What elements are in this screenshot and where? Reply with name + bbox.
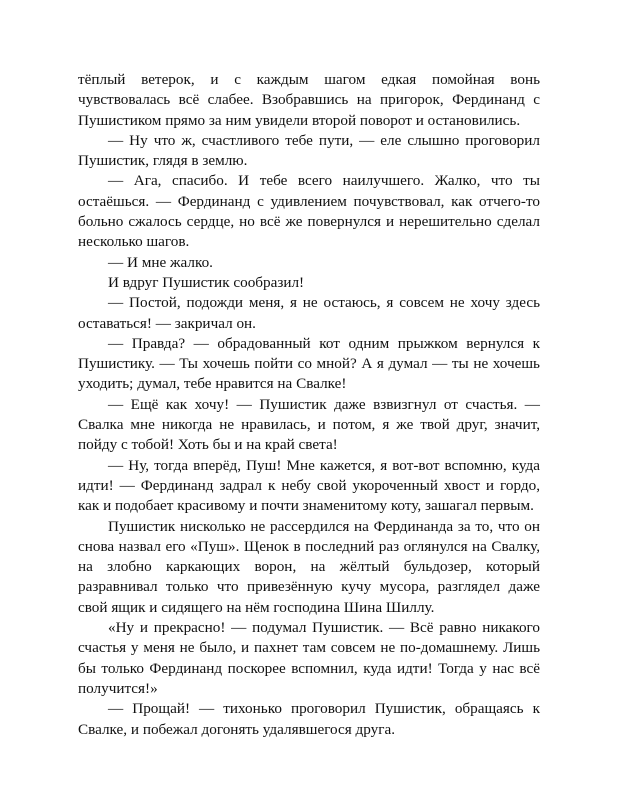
paragraph-dialogue: — Ещё как хочу! — Пушистик даже взвизгнул от счастья. — Свалка мне никогда не нравилась, и потом, я же твой друг, значит, пойду с тобой! Хоть бы и на край света! [78, 395, 540, 454]
paragraph-continued: тёплый ветерок, и с каждым шагом едкая помойная вонь чувствовалась всё слабее. Взобравшись на пригорок, Фердинанд с Пушистиком прямо за ним увидели второй поворот и остановились. [78, 71, 540, 129]
paragraph-dialogue: — Ну что ж, счастливого тебе пути, — еле слышно проговорил Пушистик, глядя в землю. [78, 131, 540, 170]
paragraph-thought: «Ну и прекрасно! — подумал Пушистик. — Всё равно никакого счастья у меня не было, и пахнет там совсем не по-домашнему. Лишь бы только Фердинанд поскорее вспомнил, куда идти! Тогда у нас всё получится!» [78, 619, 540, 697]
paragraph-dialogue: — И мне жалко. [108, 253, 213, 271]
book-page [78, 70, 540, 740]
paragraph-dialogue: — Ну, тогда вперёд, Пуш! Мне кажется, я вот-вот вспомню, куда идти! — Фердинанд задрал к небу свой укороченный хвост и гордо, как и подобает красивому и почти знаменитому коту, зашагал первым. [78, 456, 540, 515]
paragraph-dialogue: — Правда? — обрадованный кот одним прыжком вернулся к Пушистику. — Ты хочешь пойти со мной? А я думал — ты не хочешь уходить; думал, тебе нравится на Свалке! [78, 334, 540, 393]
paragraph-dialogue: — Прощай! — тихонько проговорил Пушистик, обращаясь к Свалке, и побежал догонять удалявшегося друга. [78, 700, 540, 738]
paragraph-dialogue: — Постой, подожди меня, я не остаюсь, я совсем не хочу здесь оставаться! — закричал он. [78, 294, 540, 332]
paragraph-narration: И вдруг Пушистик сообразил! [108, 273, 305, 291]
paragraph-narration: Пушистик нисколько не рассердился на Фердинанда за то, что он снова назвал его «Пуш». Щенок в последний раз оглянулся на Свалку, на злобно каркающих ворон, на жёлтый бульдозер, который разравнивал только что привезённую кучу мусора, разглядел даже свой ящик и сидящего на нём господина Шина Шиллу. [78, 517, 540, 616]
paragraph-dialogue: — Ага, спасибо. И тебе всего наилучшего. Жалко, что ты остаёшься. — Фердинанд с удивлением почувствовал, как отчего-то больно сжалось сердце, но всё же повернулся и нерешительно сделал несколько шагов. [78, 172, 540, 251]
